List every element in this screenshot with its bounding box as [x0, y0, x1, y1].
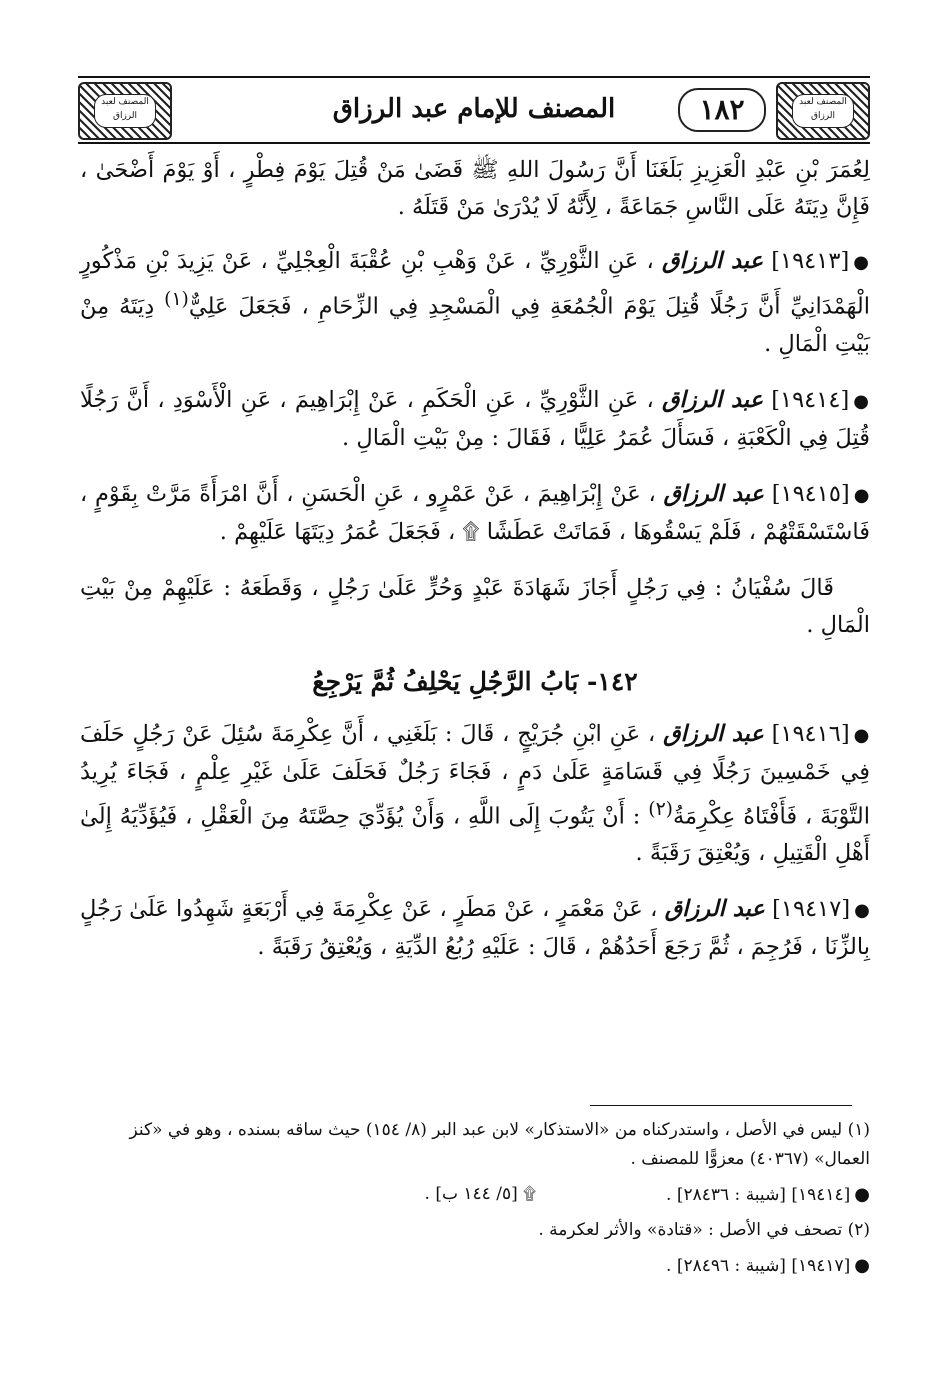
bullet-icon: ●: [853, 252, 870, 273]
footnote-2: (٢) تصحف في الأصل : «قتادة» والأثر لعكرمة .: [538, 1220, 870, 1240]
reference-row-1: [80, 1180, 870, 1210]
hadith-19415: [80, 476, 870, 551]
ornament-right: [776, 82, 870, 140]
footnote-1: (١) ليس في الأصل ، واستدركناه من «الاستذكار» لابن عبد البر (٨/ ١٥٤) حيث ساقه بسنده ، وهو في «كنز العمال» (٤٠٣٦٧) معزوًّا للمصنف .: [129, 1120, 870, 1169]
ornament-left-label: المصنف لعبد الرزاق: [94, 94, 156, 128]
ornament-right-label: المصنف لعبد الرزاق: [792, 94, 854, 128]
reference-19417: [666, 1251, 870, 1281]
main-text: [80, 152, 870, 985]
footnote-marker[interactable]: (٢): [648, 798, 673, 820]
header-bottom-rule: [78, 142, 870, 144]
footnotes: [80, 1116, 870, 1287]
hadith-19416: [80, 716, 870, 873]
footnote-divider: [590, 1105, 852, 1106]
hadith-19413: [80, 243, 870, 363]
hadith-number: [١٩٤١٧]: [772, 896, 851, 922]
bullet-icon: ●: [854, 1184, 870, 1205]
hadith-number: [١٩٤١٤]: [771, 386, 850, 413]
source-name: عبد الرزاق: [662, 248, 764, 274]
source-name: عبد الرزاق: [664, 896, 765, 922]
hadith-text: ، عَنِ ابْنِ جُرَيْجٍ ، قَالَ : بَلَغَنِي ، أَنَّ عِكْرِمَةَ سُئِلَ عَنْ رَجُلٍ حَلَفَ فِي خَمْسِينَ رَجُلًا فِي قَسَامَةٍ عَلَىٰ دَمٍ ، فَجَاءَ رَجُلٌ فَحَلَفَ عَلَىٰ غَيْرِ عِلْمٍ ، فَجَاءَ يُرِيدُ التَّوْبَةَ ، فَأَفْتَاهُ عِكْرِمَةُ: [80, 720, 870, 829]
hadith-text-tail: دِيَتَهُ مِنْ بَيْتِ الْمَالِ .: [80, 293, 870, 357]
paragraph-continuation: لِعُمَرَ بْنِ عَبْدِ الْعَزِيزِ بَلَغَنَا أَنَّ رَسُولَ اللهِ ﷺ قَضَىٰ مَنْ قُتِلَ يَوْمَ فِطْرٍ ، أَوْ يَوْمَ أَضْحَىٰ ، فَإِنَّ دِيَتَهُ عَلَى النَّاسِ جَمَاعَةً ، لِأَنَّهُ لَا يُدْرَىٰ مَنْ قَتَلَهُ .: [80, 157, 870, 220]
reference-text: [١٩٤١٤] [شيبة : ٢٨٤٣٦] .: [666, 1185, 851, 1205]
bullet-icon: ●: [854, 1255, 870, 1276]
reference-text: [١٩٤١٧] [شيبة : ٢٨٤٩٦] .: [666, 1256, 851, 1276]
hadith-number: [١٩٤١٦]: [771, 720, 850, 747]
bullet-icon: ●: [854, 900, 870, 921]
bullet-icon: ●: [853, 390, 870, 412]
hadith-text: ، عَنِ الثَّوْرِيِّ ، عَنْ وَهْبِ بْنِ عُقْبَةَ الْعِجْلِيِّ ، عَنْ يَزِيدَ بْنِ مَذْكُورٍ الْهَمْدَانِيِّ أَنَّ رَجُلًا قُتِلَ يَوْمَ الْجُمُعَةِ فِي الْمَسْجِدِ فِي الزِّحَامِ ، فَجَعَلَ عَلِيٌّ: [80, 248, 870, 320]
bullet-icon: ●: [853, 484, 870, 506]
source-name: عبد الرزاق: [662, 386, 764, 413]
hadith-number: [١٩٤١٥]: [771, 480, 850, 507]
page-number: ١٨٢: [678, 88, 766, 132]
hadith-19414: [80, 382, 870, 457]
ornament-left: [78, 82, 172, 140]
sufyan-note: قَالَ سُفْيَانُ : فِي رَجُلٍ أَجَازَ شَهَادَةَ عَبْدٍ وَحُرٍّ عَلَىٰ رَجُلٍ ، وَقَطَعَهُ : عَلَيْهِمْ مِنْ بَيْتِ الْمَالِ .: [80, 574, 870, 638]
hadith-number: [١٩٤١٣]: [771, 248, 850, 274]
header-top-rule: [78, 76, 870, 78]
reference-row-2: [80, 1251, 870, 1281]
bullet-icon: ●: [853, 724, 870, 746]
hadith-text: ، عَنْ مَعْمَرٍ ، عَنْ مَطَرٍ ، عَنْ عِكْرِمَةَ فِي أَرْبَعَةٍ شَهِدُوا عَلَىٰ رَجُلٍ بِالزِّنَا ، فَرُجِمَ ، ثُمَّ رَجَعَ أَحَدُهُمْ ، قَالَ : عَلَيْهِ رُبُعُ الدِّيَةِ ، وَيُعْتِقُ رَقَبَةً .: [80, 896, 870, 960]
hadith-text: ، عَنِ الثَّوْرِيِّ ، عَنِ الْحَكَمِ ، عَنْ إِبْرَاهِيمَ ، عَنِ الْأَسْوَدِ ، أَنَّ رَجُلًا قُتِلَ فِي الْكَعْبَةِ ، فَسَأَلَ عُمَرُ عَلِيًّا ، فَقَالَ : مِنْ بَيْتِ الْمَالِ .: [80, 386, 870, 451]
footnote-marker[interactable]: (١): [164, 289, 189, 310]
hadith-text: ، عَنْ إِبْرَاهِيمَ ، عَنْ عَمْرٍو ، عَنِ الْحَسَنِ ، أَنَّ امْرَأَةً مَرَّتْ بِقَوْمٍ ، فَاسْتَسْقَتْهُمْ ، فَلَمْ يَسْقُوهَا ، فَمَاتَتْ عَطَشًا ۩ ، فَجَعَلَ عُمَرُ دِيَتَهَا عَلَيْهِمْ .: [80, 480, 870, 545]
source-name: عبد الرزاق: [663, 480, 764, 507]
hadith-text-tail: : أَنْ يَتُوبَ إِلَى اللَّهِ ، وَأَنْ يُؤَدِّيَ حِصَّتَهُ مِنَ الْعَقْلِ ، فَيُؤَدِّيَهُ إِلَىٰ أَهْلِ الْقَتِيلِ ، وَيُعْتِقَ رَقَبَةً .: [80, 803, 870, 866]
reference-19414: [666, 1180, 870, 1210]
hadith-19417: [80, 891, 870, 966]
manuscript-reference: ۩ [٥/ ١٤٤ ب] .: [424, 1184, 537, 1204]
source-name: عبد الرزاق: [663, 720, 764, 747]
book-title: المصنف للإمام عبد الرزاق: [332, 94, 616, 124]
chapter-heading: ١٤٢- بَابُ الرَّجُلِ يَحْلِفُ ثُمَّ يَرْجِعُ: [312, 666, 638, 696]
page-header: [78, 76, 870, 144]
